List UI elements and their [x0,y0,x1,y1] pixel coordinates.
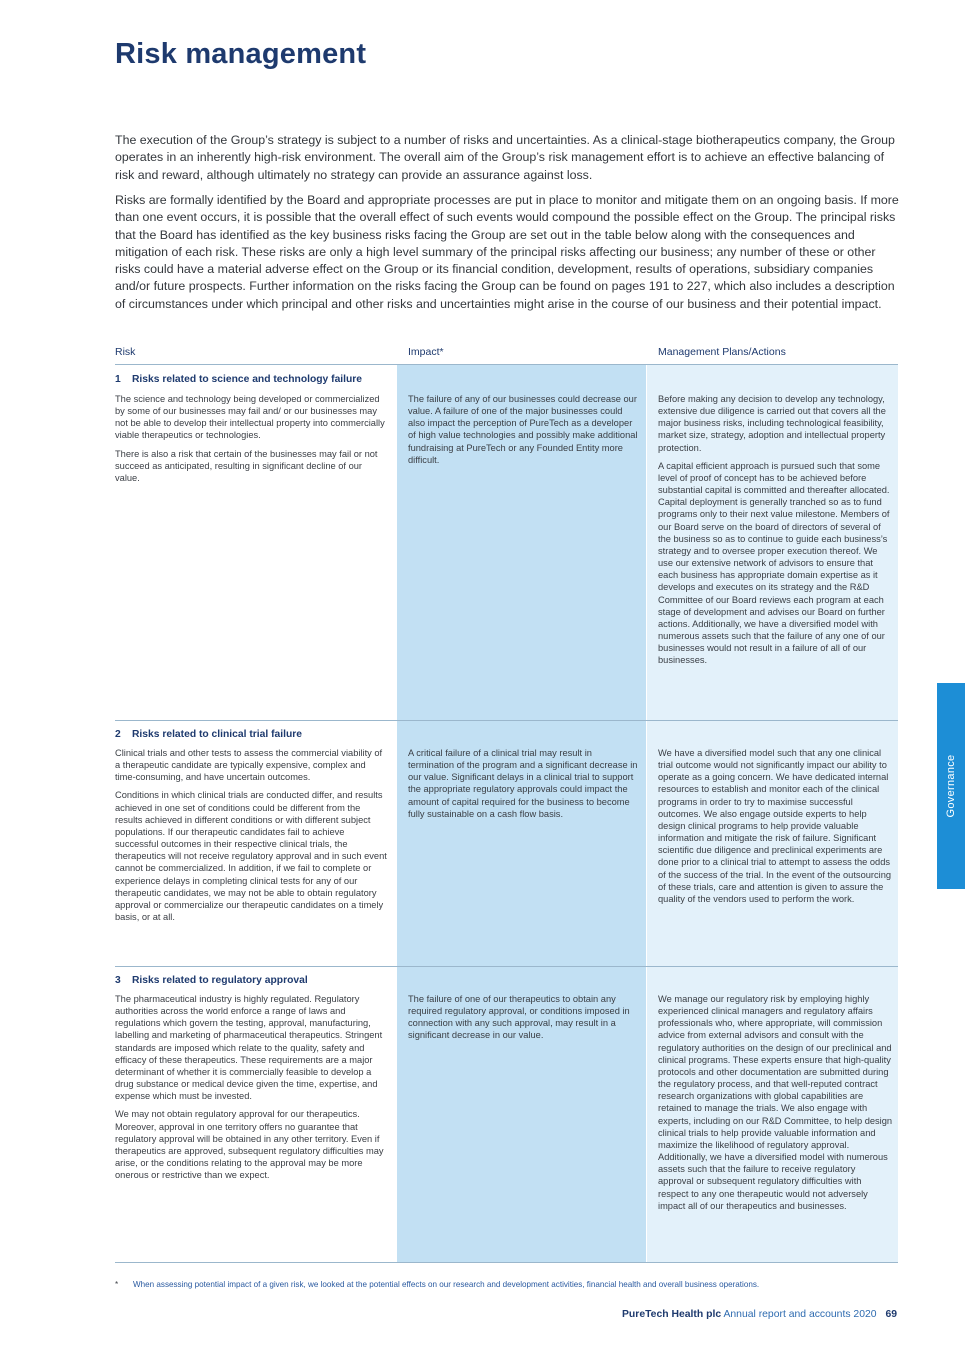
intro-paragraph-1: The execution of the Group’s strategy is subject to a number of risks and uncertainties. As a clinical-stage biotherapeutics company, the Group operates in an inherently high-risk environment. The overall aim of the Group’s risk management effort is to achieve an effective balancing of risk and reward, although ultimately no strategy can provide an assurance against loss. [115,133,895,182]
risk-3-title-text: Risks related to regulatory approval [132,975,308,986]
risk-2-management-p1: We have a diversified model such that any one clinical trial outcome would not significantly impact our ability to operate as a going concern. We have dedicated internal resources to establish and monitor each of the clinical programs in order to try to maximise successful outcomes. We also engage outside experts to help design clinical programs to help provide valuable information and mitigate the risk of failure. Significant scientific due diligence and preclinical experiments are done prior to a clinical trial to attempt to assess the odds of the success of the trial. In the event of the outsourcing of these trials, care and attention is given to assure the quality of the vendors used to perform the work. [658,748,892,904]
risk-1-impact [408,393,640,466]
risk-2-title [115,729,302,740]
footnote-text: When assessing potential impact of a given risk, we looked at the potential effects on our research and development activities, financial health and overall business operations. [133,1280,760,1289]
risk-1-title [115,374,362,385]
row-divider [115,720,898,721]
page-title: Risk management [115,38,367,70]
risk-1-number: 1 [115,374,121,385]
risk-2-impact-text: A critical failure of a clinical trial may result in termination of the program and a significant decrease in our value. Significant delays in a clinical trial to support the appropriate regulatory approvals could impact the amount of capital required for the business to become fully sustainable on a cash flow basis. [408,748,638,819]
page-footer [622,1309,897,1320]
risk-3-description [115,993,387,1181]
row-divider [115,966,898,967]
risk-2-description-p1: Clinical trials and other tests to assess the commercial viability of a therapeutic candidate are typically expensive, complex and time-consuming, and have uncertain outcomes. [115,748,383,783]
header-risk: Risk [115,346,136,358]
header-impact: Impact* [408,346,444,358]
risk-3-management-p1: We manage our regulatory risk by employing highly experienced clinical managers and regulatory affairs professionals who, where appropriate, will commission advice from external advisors and consult with the regulatory authorities on the design of our preclinical and clinical programs. These experts ensure that high-quality protocols and other documentation are submitted during the regulatory process, and that well-reputed contract research organizations with global capabilities are retained to manage the trials. We also engage with experts, including on our R&D Committee, to help design clinical trials to help provide valuable information and maximize the likelihood of regulatory approval. Additionally, we have a diversified model with numerous assets such that the failure to receive regulatory approval or subsequent regulatory difficulties with respect to any one therapeutic would not adversely impact all of our therapeutics and businesses. [658,994,893,1211]
footnote [115,1280,905,1289]
risk-3-impact [408,993,640,1042]
risk-1-title-text: Risks related to science and technology failure [132,374,363,385]
risk-2-description [115,747,387,923]
risk-3-title [115,975,308,986]
section-side-tab[interactable] [937,683,965,889]
risk-1-description-p2: There is also a risk that certain of the businesses may fail or not succeed as anticipated, resulting in significant decline of our value. [115,448,378,483]
footnote-marker: * [115,1280,119,1289]
risk-1-management-p2: A capital efficient approach is pursued such that some level of proof of concept has to be achieved before substantial capital is committed and thereafter allocated. Capital deployment is generally tranched so as to fund programs only to their next value milestone. Members of our Board serve on the board of directors of several of the business so as to continue to guide each business’s strategy and to oversee proper execution thereof. We use our extensive network of advisors to ensure that each business has appropriate domain expertise as it develops and executes on its strategy and the R&D Committee of our Board reviews each program at each stage of development and advises our Board on further actions. Additionally, we have a diversified model with numerous assets such that the failure of any one of our businesses would not result in a failure of all of our businesses. [658,460,890,666]
risk-3-management [658,993,893,1212]
intro-paragraph-2: Risks are formally identified by the Board and appropriate processes are put in place to monitor and mitigate them on an ongoing basis. If more than one event occurs, it is possible that the overall effect of such events would compound the possible effect on the Group. The principal risks that the Board has identified as the key business risks facing the Group are set out in the table below along with the consequences and mitigation of each risk. These risks are only a high level summary of the principal risks affecting our business; any number of these or other risks could have a material adverse effect on the Group or its financial condition, development, results of operations, subsidiary companies and/or future prospects. Further information on the risks facing the Group can be found on pages 191 to 227, which also includes a description of circumstances under which principal and other risks and uncertainties might arise in the course of our business and their potential impact. [115,193,899,311]
risk-2-title-text: Risks related to clinical trial failure [132,729,302,740]
page-number: 69 [885,1309,897,1320]
risk-1-impact-text: The failure of any of our businesses could decrease our value. A failure of one of the major businesses could also impact the perception of PureTech as a developer of high value technologies and possibly make additional fundraising at PureTech or any Founded Entity more difficult. [408,394,638,465]
header-management: Management Plans/Actions [658,346,786,358]
risk-1-description-p1: The science and technology being developed or commercialized by some of our businesses may fail and/ or our businesses may not be able to develop their intellectual property into commercially viable therapeutics or technologies. [115,394,385,441]
risk-3-description-p1: The pharmaceutical industry is highly regulated. Regulatory authorities across the world enforce a range of laws and regulations which govern the testing, approval, manufacturing, labelling and marketing of pharmaceutical therapeutics. Stringent standards are imposed which relate to the quality, safety and efficacy of these therapeutics. These requirements are a major determinant of whether it is commercially feasible to develop a drug substance or medical device given the time, expertise, and expense which must be invested. [115,994,383,1102]
risk-2-number: 2 [115,729,121,740]
risk-3-impact-text: The failure of one of our therapeutics to obtain any required regulatory approval, or conditions imposed in connection with any such approval, may result in a significant decrease in our value. [408,994,630,1041]
risk-2-description-p2: Conditions in which clinical trials are conducted differ, and results achieved in one set of conditions could be different from the results achieved in different conditions or with different subject populations. If our therapeutic candidates fail to achieve successful outcomes in their respective clinical trials, the therapeutics will not receive regulatory approval and in such event cannot be commercialized. In addition, if we fail to complete or experience delays in completing clinical tests for any of our therapeutic candidates, we may not be able to obtain regulatory approval or commercialize our therapeutic candidates on a timely basis, or at all. [115,790,387,923]
risk-3-number: 3 [115,975,121,986]
risk-3-description-p2: We may not obtain regulatory approval for our therapeutics. Moreover, approval in one territory offers no guarantee that regulatory approval will be obtained in any other territory. Even if therapeutics are approved, subsequent regulatory difficulties may arise, or the conditions relating to the approval may be more onerous or restrictive than we expect. [115,1109,384,1181]
table-header-divider [115,364,898,365]
table-bottom-divider [115,1262,898,1263]
side-tab-label: Governance [945,754,957,818]
risk-1-management-p1: Before making any decision to develop any technology, extensive due diligence is carried out that covers all the major business risks, including technological feasibility, market size, strategy, adoption and intellectual property protection. [658,394,886,453]
risk-1-description [115,393,387,484]
risk-2-management [658,747,893,905]
footer-report-title: Annual report and accounts 2020 [723,1309,877,1320]
risk-2-impact [408,747,640,820]
risk-1-management [658,393,893,666]
footer-company: PureTech Health plc [622,1309,722,1320]
